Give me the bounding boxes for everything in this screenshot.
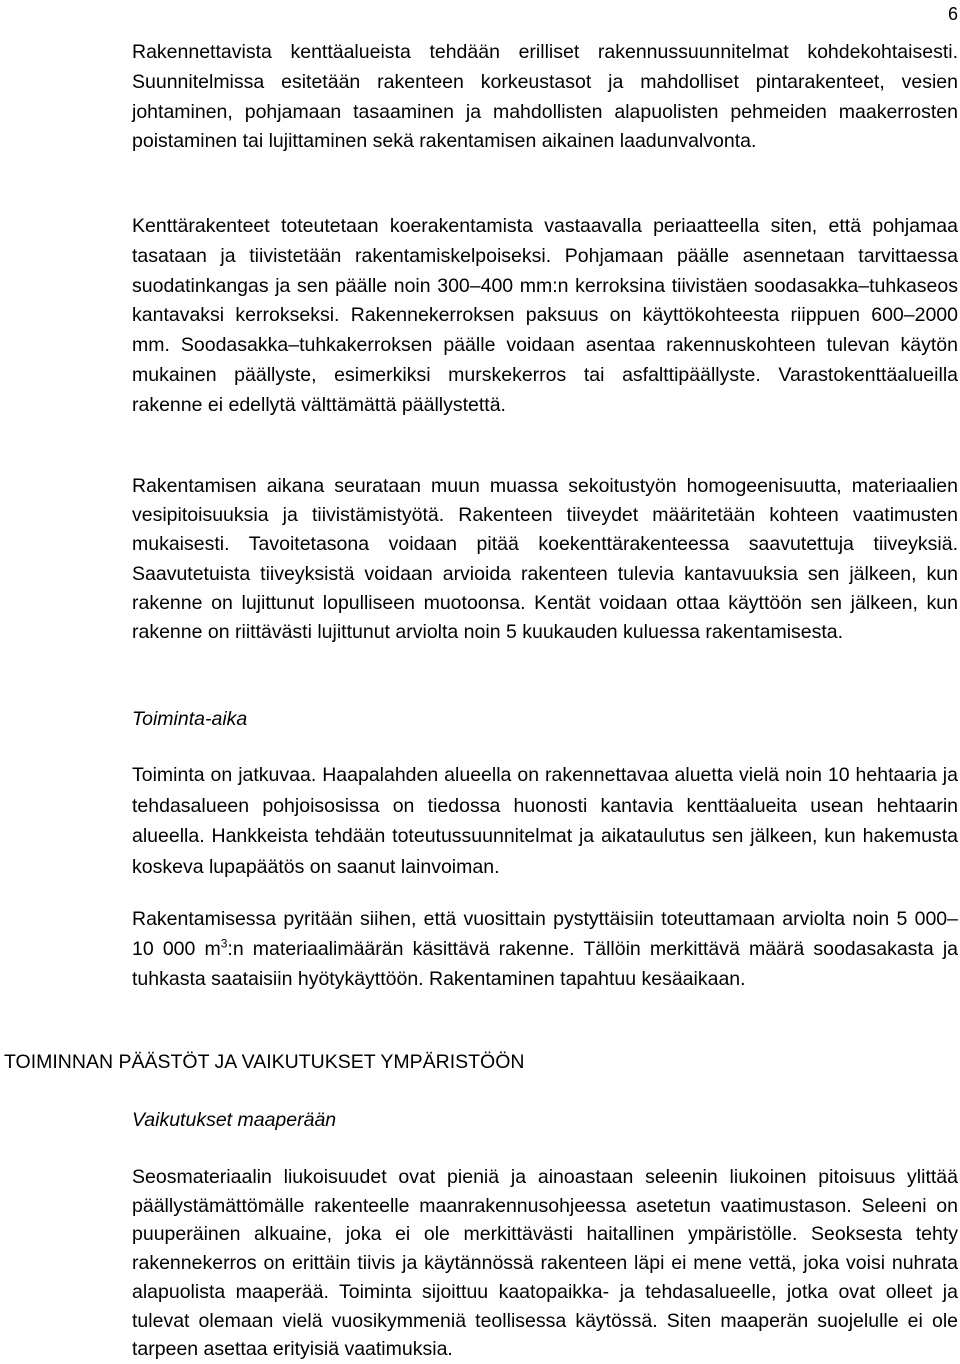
paragraph-text-part: :n materiaalimäärän käsittävä rakenne. Tällöin merkittävä määrä soodasakasta ja tuhkasta saataisiin hyötykäyttöön. Rakentaminen tapahtuu kesäaikaan. (132, 938, 959, 990)
section-heading-paastot: TOIMINNAN PÄÄSTÖT JA VAIKUTUKSET YMPÄRISTÖÖN (4, 1051, 525, 1073)
paragraph-rakentamisen-seuranta: Rakentamisen aikana seurataan muun muassa sekoitustyön homogeenisuutta, materiaalien vesipitoisuuksia ja tiivistämistyötä. Rakenteen tiiveydet määritetään kohteen vaatimusten mukaisesti. Tavoitetasona voidaan pitää koekenttärakenteessa saavutettuja tiiveyksiä. Saavutetuista tiiveyksistä voidaan arvioida rakenteen tulevia kantavuuksia sen jälkeen, kun rakenne on lujittunut lopulliseen muotoonsa. Kentät voidaan ottaa käyttöön sen jälkeen, kun rakenne on riittävästi lujittunut arviolta noin 5 kuukauden kuluessa rakentamisesta. (132, 475, 958, 644)
subheading-toiminta-aika: Toiminta-aika (132, 708, 248, 730)
subheading-vaikutukset-maaperaan: Vaikutukset maaperään (132, 1109, 337, 1131)
paragraph-rakennussuunnitelmat: Rakennettavista kenttäalueista tehdään erilliset rakennussuunnitelmat kohdekohtaisesti. Suunnitelmissa esitetään rakenteen korkeustasot ja mahdolliset pintarakenteet, vesien johtaminen, pohjamaan tasaaminen ja mahdollisten alapuolisten pehmeiden maakerrosten poistaminen tai lujittaminen sekä rakentamisen aikainen laadunvalvonta. (132, 41, 958, 153)
paragraph-kenttarakenteet: Kenttärakenteet toteutetaan koerakentamista vastaavalla periaatteella siten, että pohjamaa tasataan ja tiivistetään rakentamiskelpoiseksi. Pohjamaan päälle asennetaan tarvittaessa suodatinkangas ja sen päälle noin 300–400 mm:n kerroksina tiivistäen soodasakka–tuhkaseos kantavaksi kerrokseksi. Rakennekerroksen paksuus on käyttökohteesta riippuen 600–2000 mm. Soodasakka–tuhkakerroksen päälle voidaan asentaa rakennuskohteen tulevan käytön mukainen päällyste, esimerkiksi murskekerros tai asfalttipäällyste. Varastokenttäalueilla rakenne ei edellytä välttämättä päällystettä. (132, 215, 958, 416)
paragraph-text-part: Rakentamisessa pyritään siihen, että vuosittain pystyttäisiin toteuttamaan arviolta noin 5 000–10 000 m (132, 908, 958, 960)
superscript-cubic: 3 (220, 936, 228, 951)
page-number: 6 (947, 4, 958, 24)
paragraph-seleeni-liukoisuus: Seosmateriaalin liukoisuudet ovat pieniä ja ainoastaan seleenin liukoinen pitoisuus ylittää päällystämättömälle rakenteelle maanrakennusohjeessa asetetun vaatimustason. Seleeni on puuperäinen alkuaine, joka ei ole merkittävästi haitallinen ympäristölle. Seoksesta tehty rakennekerros on erittäin tiivis ja käytännössä rakenteen läpi ei mene vettä, joka voisi nuhrata alapuolista maaperää. Toiminta sijoittuu kaatopaikka- ja tehdasalueelle, jotka ovat olleet ja tulevat olemaan vielä vuosikymmeniä teollisessa käytössä. Siten maaperän suojelulle ei ole tarpeen asettaa erityisiä vaatimuksia. (132, 1166, 958, 1361)
paragraph-toiminta-jatkuvaa: Toiminta on jatkuvaa. Haapalahden alueella on rakennettavaa aluetta vielä noin 10 hehtaaria ja tehdasalueen pohjoisosissa on tiedossa huonosti kantavia kenttäalueita usean hehtaarin alueella. Hankkeista tehdään toteutussuunnitelmat ja aikataulutus sen jälkeen, kun hakemusta koskeva lupapäätös on saanut lainvoiman. (132, 764, 958, 878)
paragraph-vuosittainen-maara (132, 904, 958, 994)
